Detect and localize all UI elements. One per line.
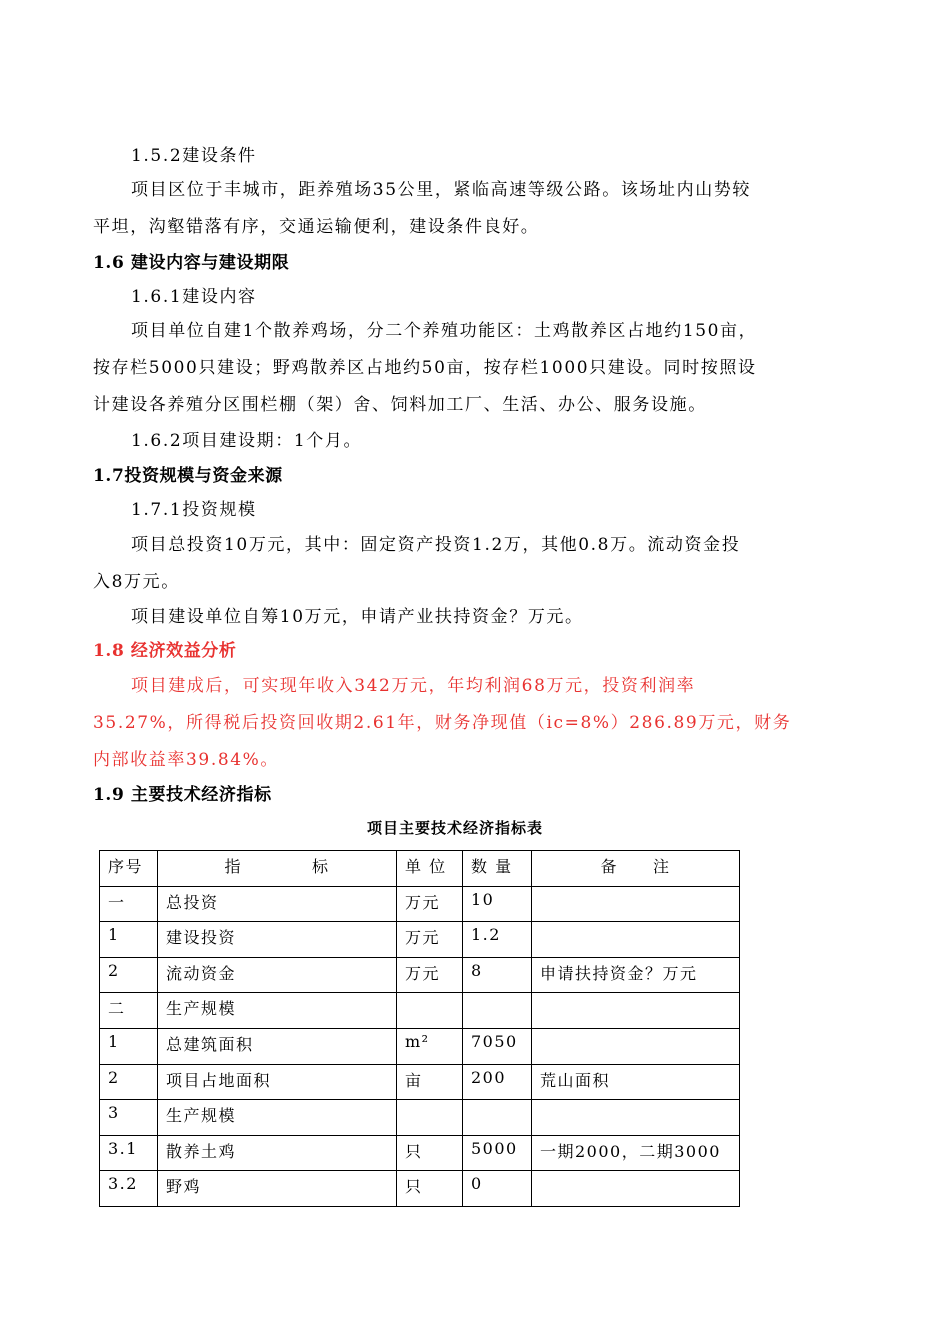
header-quantity: 数 量 — [463, 851, 532, 887]
cell-remark — [532, 1100, 740, 1136]
table-row — [100, 1171, 740, 1207]
cell-unit: 万元 — [397, 957, 463, 993]
table-row — [100, 957, 740, 993]
cell-quantity: 0 — [463, 1171, 532, 1207]
table-row — [100, 1100, 740, 1136]
table-row — [100, 1135, 740, 1171]
header-unit: 单 位 — [397, 851, 463, 887]
cell-remark — [532, 922, 740, 958]
cell-indicator: 野鸡 — [158, 1171, 397, 1207]
cell-remark — [532, 1171, 740, 1207]
cell-indicator: 建设投资 — [158, 922, 397, 958]
section-1-7-1-title: 1.7.1投资规模 — [131, 500, 257, 520]
section-1-9-heading: 1.9 主要技术经济指标 — [93, 785, 272, 805]
cell-seq: 1 — [100, 1028, 158, 1064]
section-1-8-line-2: 35.27%，所得税后投资回收期2.61年，财务净现值（ic=8%）286.89万元，财务 — [93, 713, 792, 733]
cell-quantity: 200 — [463, 1064, 532, 1100]
table-row — [100, 1064, 740, 1100]
cell-seq: 2 — [100, 1064, 158, 1100]
cell-seq: 3 — [100, 1100, 158, 1136]
cell-seq: 3.2 — [100, 1171, 158, 1207]
cell-seq: 3.1 — [100, 1135, 158, 1171]
cell-unit: 亩 — [397, 1064, 463, 1100]
section-1-6-2-text: 1.6.2项目建设期：1个月。 — [131, 431, 363, 451]
section-1-5-2-line-1: 项目区位于丰城市，距养殖场35公里，紧临高速等级公路。该场址内山势较 — [131, 180, 752, 200]
cell-indicator: 总建筑面积 — [158, 1028, 397, 1064]
indicators-table — [99, 850, 740, 1207]
header-indicator: 指 标 — [158, 851, 397, 887]
section-1-5-2-title: 1.5.2建设条件 — [131, 146, 257, 166]
section-1-7-1-line-2: 入8万元。 — [93, 572, 180, 592]
section-1-6-1-title: 1.6.1建设内容 — [131, 287, 257, 307]
section-1-8-heading: 1.8 经济效益分析 — [93, 641, 237, 661]
header-seq: 序号 — [100, 851, 158, 887]
cell-indicator: 生产规模 — [158, 993, 397, 1029]
cell-quantity — [463, 993, 532, 1029]
cell-quantity: 10 — [463, 886, 532, 922]
cell-indicator: 散养土鸡 — [158, 1135, 397, 1171]
section-1-7-heading: 1.7投资规模与资金来源 — [93, 466, 283, 486]
cell-remark — [532, 886, 740, 922]
cell-seq: 一 — [100, 886, 158, 922]
section-1-8-line-3: 内部收益率39.84%。 — [93, 750, 280, 770]
cell-seq: 1 — [100, 922, 158, 958]
cell-indicator: 流动资金 — [158, 957, 397, 993]
section-1-5-2-line-2: 平坦，沟壑错落有序，交通运输便利，建设条件良好。 — [93, 217, 540, 237]
cell-unit — [397, 993, 463, 1029]
cell-unit: 万元 — [397, 922, 463, 958]
cell-quantity: 5000 — [463, 1135, 532, 1171]
table-title: 项目主要技术经济指标表 — [366, 819, 543, 837]
cell-remark — [532, 1028, 740, 1064]
header-remark: 备 注 — [532, 851, 740, 887]
cell-remark: 一期2000，二期3000 — [532, 1135, 740, 1171]
table-row — [100, 993, 740, 1029]
cell-seq: 2 — [100, 957, 158, 993]
cell-unit: m² — [397, 1028, 463, 1064]
cell-quantity: 7050 — [463, 1028, 532, 1064]
cell-remark: 荒山面积 — [532, 1064, 740, 1100]
section-1-7-1-line-1: 项目总投资10万元，其中：固定资产投资1.2万，其他0.8万。流动资金投 — [131, 535, 741, 555]
cell-quantity — [463, 1100, 532, 1136]
table-row — [100, 1028, 740, 1064]
cell-unit — [397, 1100, 463, 1136]
section-1-6-1-line-3: 计建设各养殖分区围栏棚（架）舍、饲料加工厂、生活、办公、服务设施。 — [93, 395, 707, 415]
table-row — [100, 886, 740, 922]
table-header-row — [100, 851, 740, 887]
section-1-6-heading: 1.6 建设内容与建设期限 — [93, 253, 290, 273]
cell-unit: 只 — [397, 1135, 463, 1171]
section-1-8-line-1: 项目建成后，可实现年收入342万元，年均利润68万元，投资利润率 — [131, 676, 696, 696]
cell-unit: 只 — [397, 1171, 463, 1207]
cell-indicator: 项目占地面积 — [158, 1064, 397, 1100]
cell-quantity: 1.2 — [463, 922, 532, 958]
cell-remark: 申请扶持资金？万元 — [532, 957, 740, 993]
section-1-6-1-line-2: 按存栏5000只建设；野鸡散养区占地约50亩，按存栏1000只建设。同时按照设 — [93, 358, 757, 378]
cell-indicator: 总投资 — [158, 886, 397, 922]
cell-seq: 二 — [100, 993, 158, 1029]
cell-quantity: 8 — [463, 957, 532, 993]
cell-remark — [532, 993, 740, 1029]
table-row — [100, 922, 740, 958]
cell-indicator: 生产规模 — [158, 1100, 397, 1136]
cell-unit: 万元 — [397, 886, 463, 922]
section-1-7-1-line-3: 项目建设单位自筹10万元，申请产业扶持资金？万元。 — [131, 607, 584, 627]
section-1-6-1-line-1: 项目单位自建1个散养鸡场，分二个养殖功能区：土鸡散养区占地约150亩， — [131, 321, 758, 341]
